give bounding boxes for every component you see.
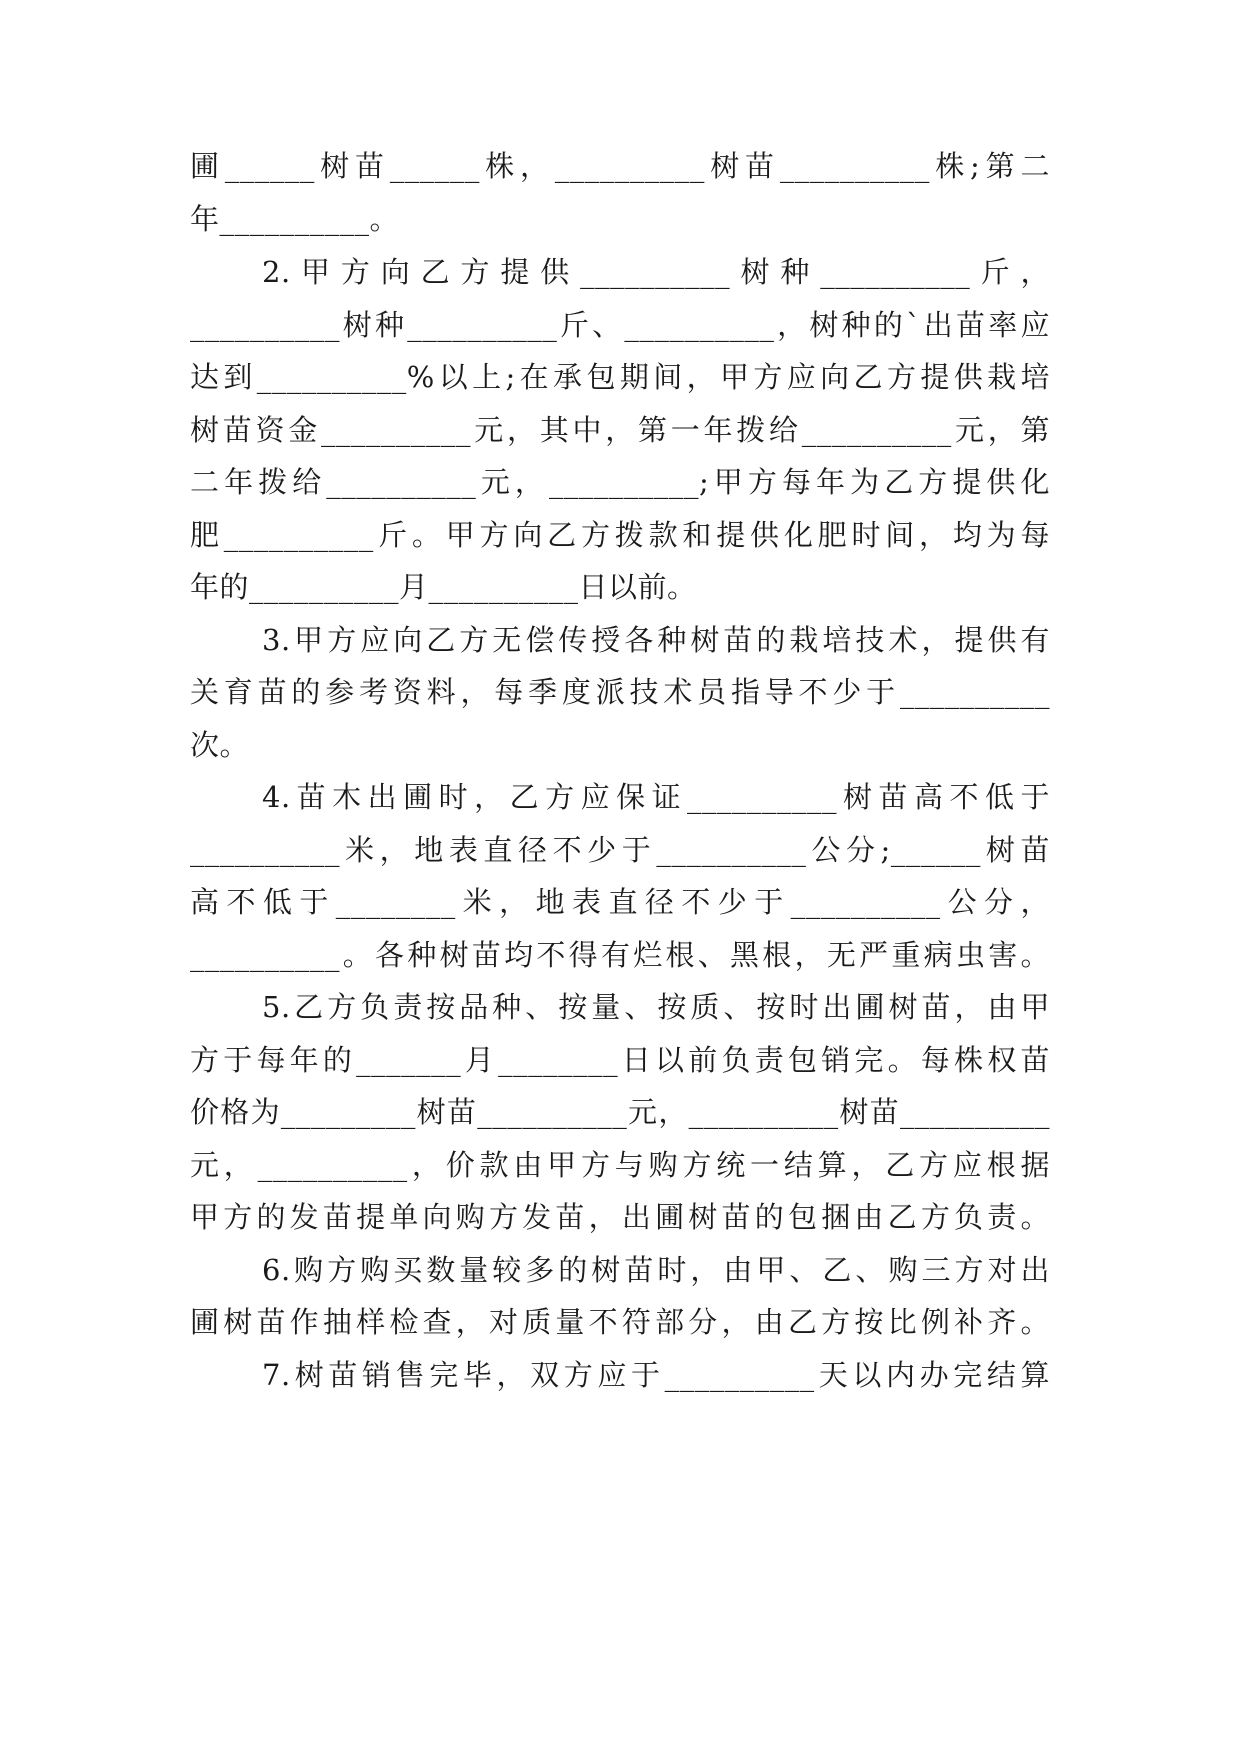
text-line: 高不低于________米，地表直径不少于__________公分，: [190, 885, 1050, 919]
text-line: 元，__________，价款由甲方与购方统一结算，乙方应根据: [190, 1148, 1050, 1182]
text-line: 达到__________%以上;在承包期间，甲方应向乙方提供栽培: [190, 360, 1050, 394]
text-line: __________。各种树苗均不得有烂根、黑根，无严重病虫害。: [190, 938, 1050, 972]
text-line: 圃树苗作抽样检查，对质量不符部分，由乙方按比例补齐。: [190, 1305, 1050, 1339]
paragraph-start-line: 4.苗木出圃时，乙方应保证__________树苗高不低于: [262, 780, 1050, 814]
paragraph-start-line: 5.乙方负责按品种、按量、按质、按时出圃树苗，由甲: [262, 990, 1050, 1024]
text-line: 价格为_________树苗__________元，__________树苗__________: [190, 1095, 1050, 1129]
text-line: __________树种__________斤、__________，树种的`出苗率应: [190, 308, 1050, 342]
text-line: 年的__________月__________日以前。: [190, 570, 697, 604]
text-line: 肥__________斤。甲方向乙方拨款和提供化肥时间，均为每: [190, 518, 1050, 552]
paragraph-start-line: 6.购方购买数量较多的树苗时，由甲、乙、购三方对出: [262, 1253, 1050, 1287]
text-line: __________米，地表直径不少于__________公分;______树苗: [190, 833, 1050, 867]
paragraph-start-line: 3.甲方应向乙方无偿传授各种树苗的栽培技术，提供有: [262, 623, 1050, 657]
paragraph-start-line: 2.甲方向乙方提供__________树种__________斤，: [262, 255, 1050, 289]
paragraph-start-line: 7.树苗销售完毕，双方应于__________天以内办完结算: [262, 1358, 1050, 1392]
text-line: 年__________。: [190, 202, 400, 236]
text-line: 二年拨给__________元，__________;甲方每年为乙方提供化: [190, 465, 1050, 499]
text-line: 圃______树苗______株，__________树苗__________株;第二: [190, 149, 1050, 183]
text-line: 甲方的发苗提单向购方发苗，出圃树苗的包捆由乙方负责。: [190, 1200, 1050, 1234]
text-line: 次。: [190, 728, 250, 762]
text-line: 树苗资金__________元，其中，第一年拨给__________元，第: [190, 413, 1050, 447]
text-line: 关育苗的参考资料，每季度派技术员指导不少于__________: [190, 675, 1050, 709]
text-line: 方于每年的_______月________日以前负责包销完。每株权苗: [190, 1043, 1050, 1077]
